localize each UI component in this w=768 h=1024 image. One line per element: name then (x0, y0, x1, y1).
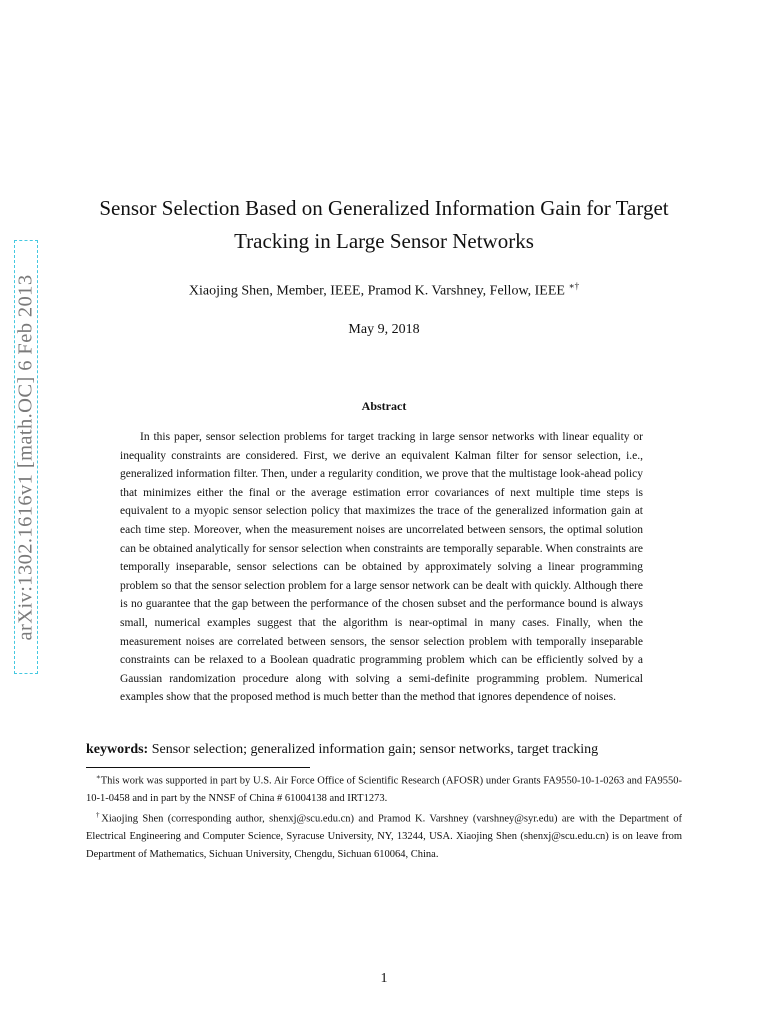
footnote-1-mark: ∗ (96, 773, 101, 781)
arxiv-id: arXiv:1302.1616v1 [math.OC] 6 Feb 2013 (14, 274, 37, 640)
author-footnote-marks: ∗† (568, 281, 580, 291)
arxiv-stamp (14, 240, 38, 674)
abstract-heading: Abstract (361, 399, 407, 413)
authors-text: Xiaojing Shen, Member, IEEE, Pramod K. Varshney, Fellow, IEEE (188, 283, 565, 299)
title-line-1: Sensor Selection Based on Generalized Information Gain for Target (99, 196, 669, 220)
footnote-1 (86, 769, 682, 807)
footnotes (86, 769, 682, 863)
keywords-text: Sensor selection; generalized information gain; sensor networks, target tracking (151, 742, 599, 757)
keywords-label: keywords: (86, 742, 149, 757)
page-number: 1 (380, 971, 388, 986)
paper-title (60, 192, 708, 258)
footnote-2-mark: † (96, 811, 102, 820)
abstract-body: In this paper, sensor selection problems for target tracking in large sensor networks with linear equality or inequality constraints are considered. First, we derive an equivalent Kalman filter for sensor selection, i.e., generalized information filter. Then, under a regularity condition, we prove that the multistage look-ahead policy that minimizes either the final or the average estimation error covariances of next multiple time steps is equivalent to a myopic sensor selection policy that maximizes the trace of the generalized information gain at each time step. Moreover, when the measurement noises are uncorrelated between sensors, the optimal solution can be obtained analytically for sensor selection when constraints are temporally separable. When constraints are temporally inseparable, sensor selections can be obtained by approximately solving a linear programming problem so that the sensor selection problem for a large sensor network can be dealt with quickly. Although there is no guarantee that the gap between the performance of the chosen subset and the performance bound is always small, numerical examples suggest that the algorithm is near-optimal in many cases. Finally, when the measurement noises are correlated between sensors, the sensor selection problem with temporally inseparable constraints can be relaxed to a Boolean quadratic programming problem which can be efficiently solved by a Gaussian randomization procedure along with solving a semi-definite programming problem. Numerical examples show that the proposed method is much better than the method that ignores dependence of noises. (120, 431, 643, 704)
keywords-line (86, 742, 686, 758)
footnote-1-text: This work was supported in part by U.S. Air Force Office of Scientific Research (AFOSR) under Grants FA9550-10-1-0263 and FA9550-10-1-0458 and in part by the NNSF of China # 61004138 and IRT1273. (86, 775, 682, 804)
author-list (60, 281, 708, 300)
title-line-2: Tracking in Large Sensor Networks (234, 229, 534, 253)
paper-date: May 9, 2018 (348, 322, 420, 337)
footnote-rule (86, 767, 310, 768)
footnote-2 (86, 807, 682, 863)
footnote-2-text: Xiaojing Shen (corresponding author, shenxj@scu.edu.cn) and Pramod K. Varshney (varshney@syr.edu) are with the Department of Electrical Engineering and Computer Science, Syracuse University, NY, 13244, USA. Xiaojing Shen (shenxj@scu.edu.cn) is on leave from Department of Mathematics, Sichuan University, Chengdu, Sichuan 610064, China. (86, 813, 682, 860)
